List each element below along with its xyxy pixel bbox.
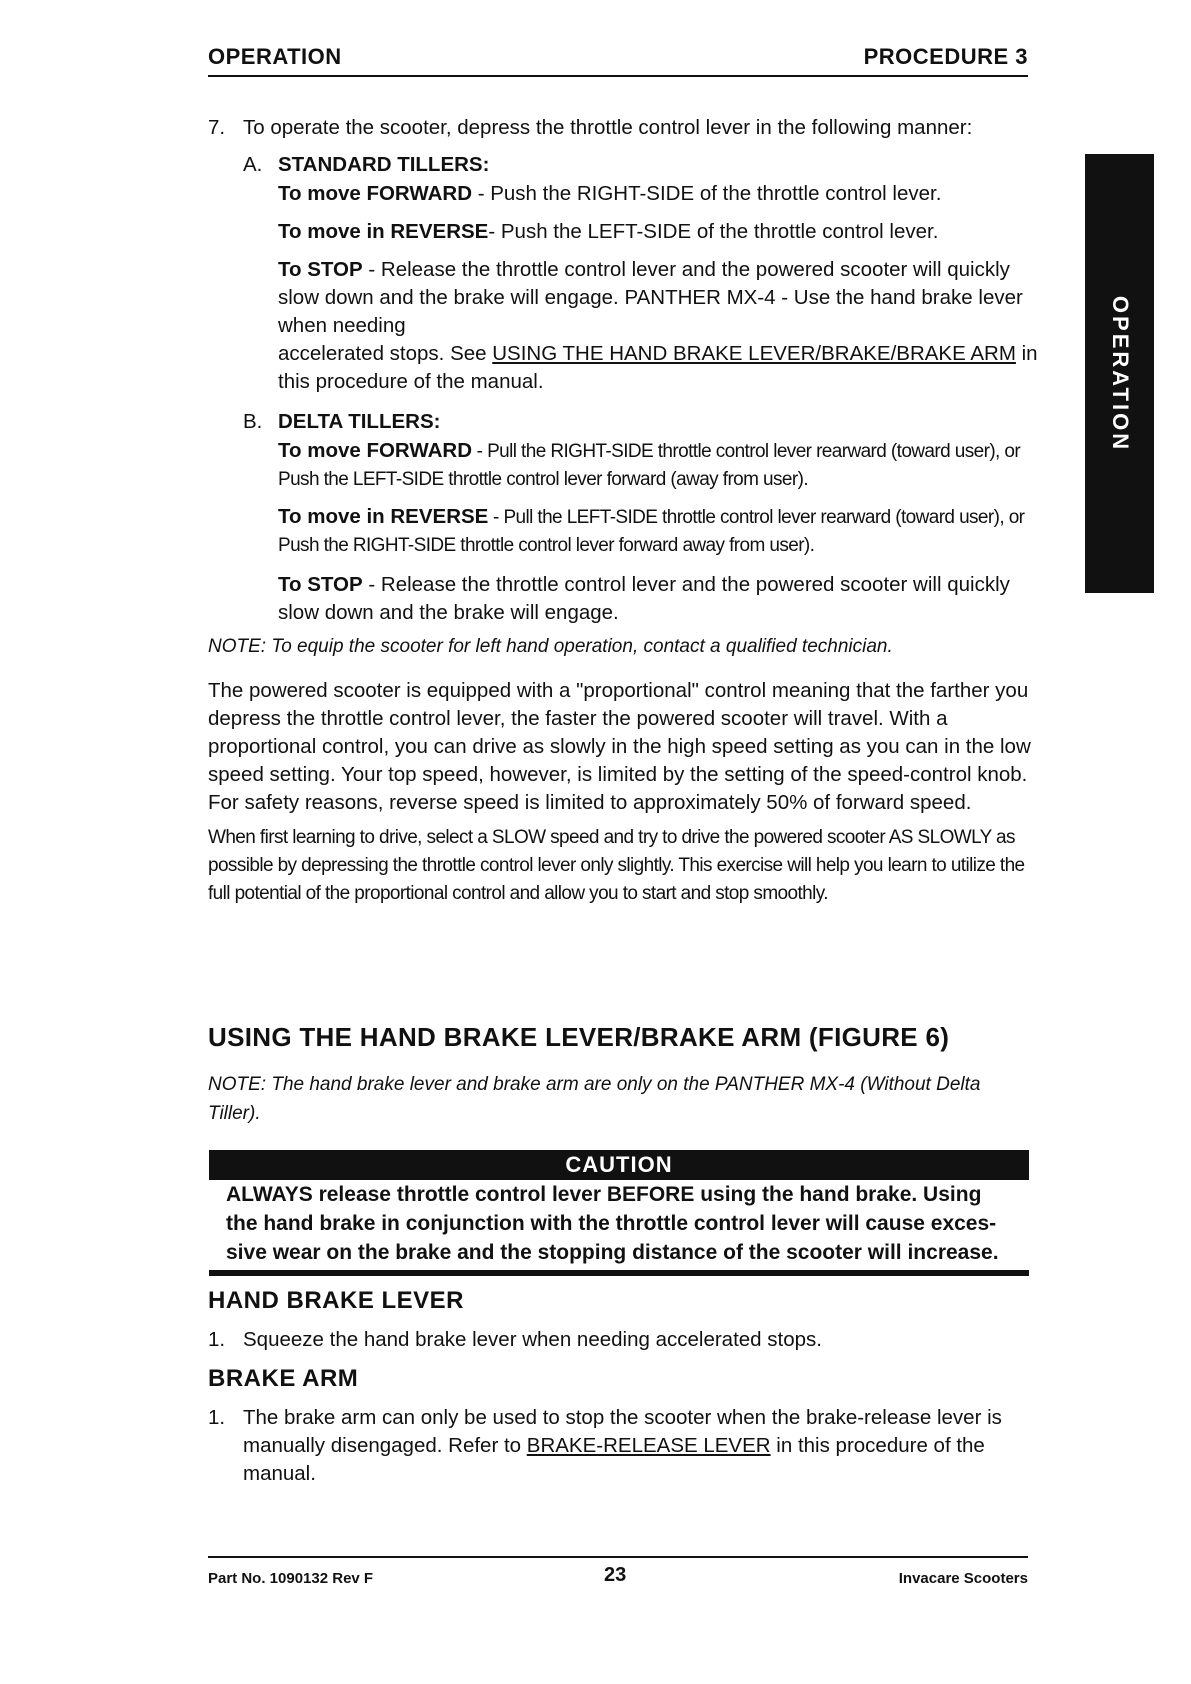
standard-forward-line bbox=[278, 180, 1038, 208]
hand-brake-step-number: 1. bbox=[208, 1328, 226, 1351]
brake-arm-step-text bbox=[243, 1404, 1033, 1488]
delta-stop-line bbox=[278, 571, 1023, 627]
delta-forward-text: - Pull the RIGHT-SIDE throttle control lever rearward (toward user), or Push the LEFT-SIDE throttle control lever forward (away from user). bbox=[278, 441, 1021, 490]
hand-brake-section-link[interactable]: USING THE HAND BRAKE LEVER/BRAKE/BRAKE ARM bbox=[492, 342, 1016, 365]
brake-release-lever-link[interactable]: BRAKE-RELEASE LEVER bbox=[526, 1434, 771, 1457]
caution-bottom-rule bbox=[209, 1270, 1029, 1276]
brake-arm-step-number: 1. bbox=[208, 1406, 226, 1429]
section-title: USING THE HAND BRAKE LEVER/BRAKE ARM (FIGURE 6) bbox=[208, 1022, 950, 1052]
delta-reverse-label: To move in REVERSE bbox=[278, 505, 489, 528]
standard-forward-text: - Push the RIGHT-SIDE of the throttle control lever. bbox=[472, 182, 942, 205]
header-section-title: OPERATION bbox=[208, 44, 342, 69]
delta-reverse-line bbox=[278, 503, 1048, 560]
delta-reverse-text: - Pull the LEFT-SIDE throttle control lever rearward (toward user), or Push the RIGHT-SIDE throttle control lever forward away from user). bbox=[278, 507, 1025, 556]
header-rule bbox=[208, 75, 1028, 77]
hand-brake-step-text: Squeeze the hand brake lever when needing accelerated stops. bbox=[243, 1328, 822, 1351]
footer-part-number: Part No. 1090132 Rev F bbox=[208, 1570, 374, 1587]
delta-forward-label: To move FORWARD bbox=[278, 439, 472, 462]
standard-stop-see: accelerated stops. See bbox=[278, 342, 493, 365]
standard-tillers-title: STANDARD TILLERS: bbox=[278, 153, 490, 176]
standard-tillers-letter: A. bbox=[243, 153, 263, 176]
proportional-control-paragraph: The powered scooter is equipped with a "proportional" control meaning that the farther you depress the throttle control lever, the faster the powered scooter will travel. With a proportional control, you can drive as slowly in the high speed setting as you can in the low speed setting. Your top speed, however, is limited by the setting of the speed-control knob. For safety reasons, reverse speed is limited to approximately 50% of forward speed. bbox=[208, 679, 1031, 814]
delta-forward-line bbox=[278, 437, 1048, 494]
hand-brake-lever-heading: HAND BRAKE LEVER bbox=[208, 1287, 465, 1314]
brake-arm-text: The brake arm can only be used to stop the scooter when the brake-release lever is manually disengaged. Refer to bbox=[243, 1406, 1002, 1457]
step-7-text: To operate the scooter, depress the throttle control lever in the following manner: bbox=[243, 116, 973, 139]
page-number: 23 bbox=[604, 1564, 627, 1586]
standard-stop-tail: in this procedure of the manual. bbox=[278, 342, 1038, 393]
brake-arm-heading: BRAKE ARM bbox=[208, 1365, 359, 1392]
footer-rule bbox=[208, 1556, 1028, 1558]
footer-brand: Invacare Scooters bbox=[898, 1570, 1028, 1587]
standard-reverse-text: - Push the LEFT-SIDE of the throttle control lever. bbox=[488, 220, 939, 243]
caution-banner: CAUTION bbox=[209, 1150, 1029, 1180]
brake-arm-tail: in this procedure of the manual. bbox=[243, 1434, 985, 1485]
standard-forward-label: To move FORWARD bbox=[278, 182, 472, 205]
delta-tillers-title: DELTA TILLERS: bbox=[278, 410, 441, 433]
standard-stop-label: To STOP bbox=[278, 258, 363, 281]
first-learning-paragraph: When first learning to drive, select a SLOW speed and try to drive the powered scooter AS SLOWLY as possible by depressing the throttle control lever only slightly. This exercise will help you learn to utilize the full potential of the proportional control and allow you to start and stop smoothly. bbox=[208, 827, 1025, 904]
delta-stop-label: To STOP bbox=[278, 573, 363, 596]
standard-stop-line bbox=[278, 256, 1023, 340]
standard-reverse-line bbox=[278, 218, 1038, 246]
left-hand-note: NOTE: To equip the scooter for left hand operation, contact a qualified technician. bbox=[208, 636, 893, 657]
side-tab-label: OPERATION bbox=[1107, 295, 1133, 452]
side-tab bbox=[1085, 154, 1154, 593]
section-note: NOTE: The hand brake lever and brake arm are only on the PANTHER MX-4 (Without Delta Tiller). bbox=[208, 1074, 981, 1124]
standard-reverse-label: To move in REVERSE bbox=[278, 220, 489, 243]
delta-stop-text: - Release the throttle control lever and the powered scooter will quickly slow down and the brake will engage. bbox=[278, 573, 1010, 624]
header-procedure-title: PROCEDURE 3 bbox=[863, 44, 1028, 69]
step-7-number: 7. bbox=[208, 116, 226, 139]
delta-tillers-letter: B. bbox=[243, 410, 263, 433]
standard-stop-continued bbox=[278, 340, 1038, 396]
caution-text: ALWAYS release throttle control lever BEFORE using the hand brake. Using the hand brake in conjunction with the throttle control lever will cause exces-sive wear on the brake and the stopping distance of the scooter will increase. bbox=[226, 1183, 999, 1264]
standard-stop-text: - Release the throttle control lever and the powered scooter will quickly slow down and the brake will engage. PANTHER MX-4 - Use the hand brake lever when needing bbox=[278, 258, 1023, 337]
